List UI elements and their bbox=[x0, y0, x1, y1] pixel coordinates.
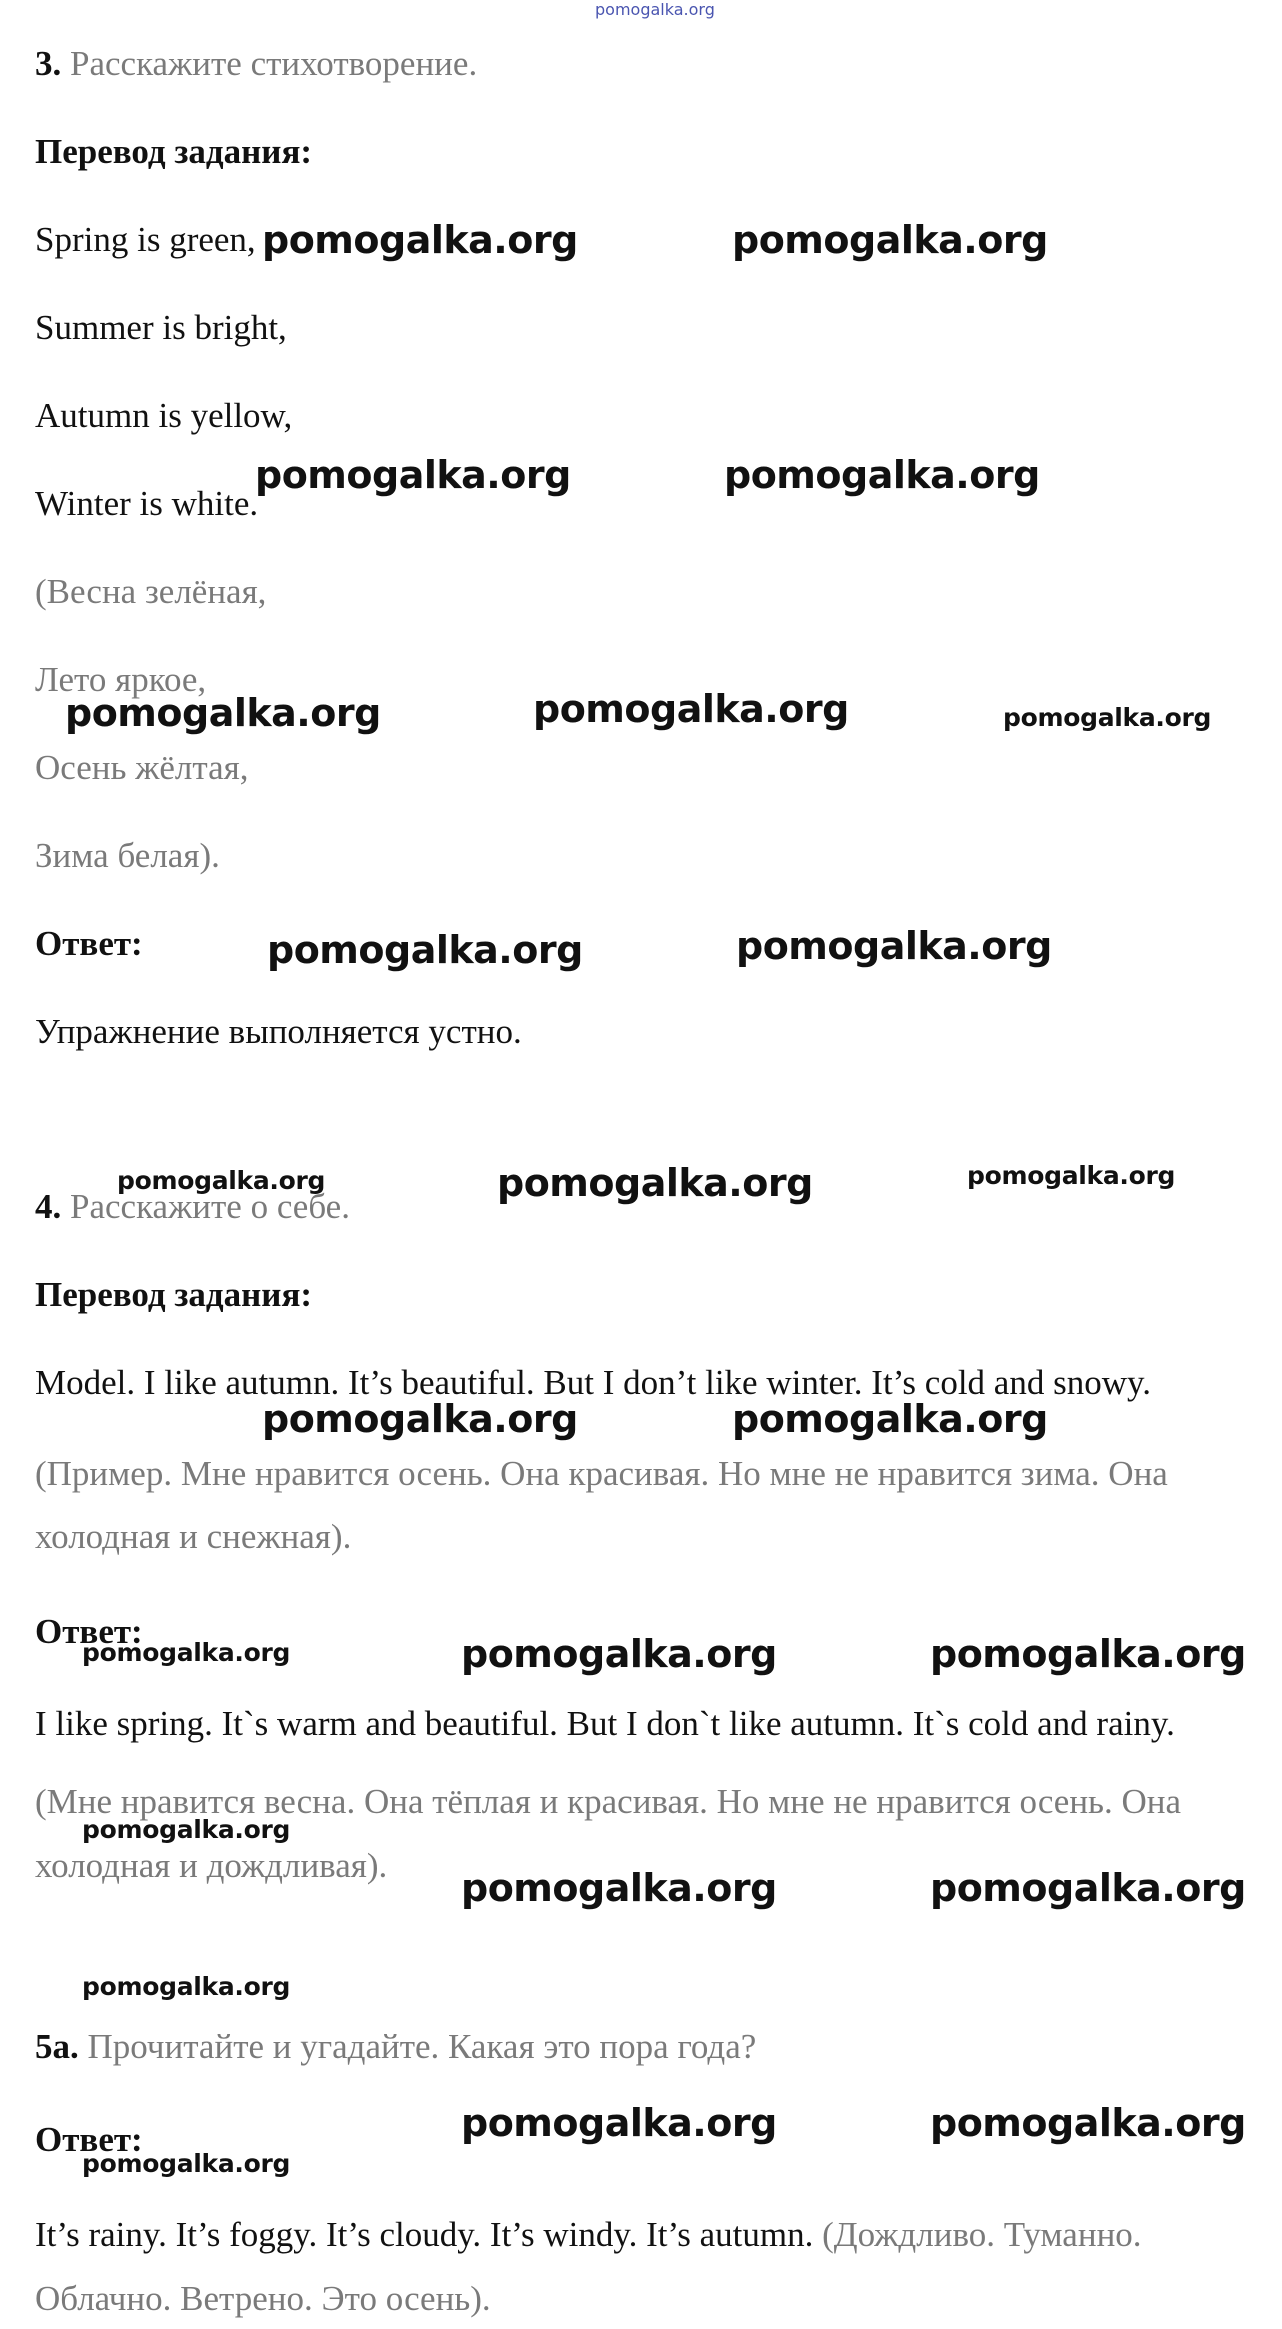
ex3-title bbox=[35, 42, 477, 86]
ex4-number: 4. bbox=[35, 1187, 62, 1226]
watermark: pomogalka.org bbox=[533, 687, 849, 731]
watermark: pomogalka.org bbox=[82, 1972, 291, 2001]
ex3-answer-heading: Ответ: bbox=[35, 924, 143, 963]
watermark: pomogalka.org bbox=[65, 691, 381, 735]
ex5a-instruction: Прочитайте и угадайте. Какая это пора года? bbox=[87, 2027, 757, 2066]
watermark: pomogalka.org bbox=[930, 2101, 1246, 2145]
ex3-poem-en-4: Winter is white. bbox=[35, 484, 259, 523]
watermark: pomogalka.org bbox=[1003, 703, 1212, 732]
ex3-translation-heading: Перевод задания: bbox=[35, 132, 313, 171]
ex3-number: 3. bbox=[35, 44, 62, 83]
watermark: pomogalka.org bbox=[267, 928, 583, 972]
ex4-answer-en: I like spring. It`s warm and beautiful. But I don`t like autumn. It`s cold and rainy. bbox=[35, 1704, 1175, 1743]
watermark: pomogalka.org bbox=[262, 1397, 578, 1441]
ex4-instruction: Расскажите о себе. bbox=[70, 1187, 350, 1226]
watermark: pomogalka.org bbox=[461, 1632, 777, 1676]
ex4-translation-heading: Перевод задания: bbox=[35, 1275, 313, 1314]
ex5a-answer-heading: Ответ: bbox=[35, 2120, 143, 2159]
watermark: pomogalka.org bbox=[82, 1638, 291, 1667]
ex4-answer-ru-1: (Мне нравится весна. Она тёплая и красивая. Но мне не нравится осень. Она bbox=[35, 1782, 1182, 1821]
watermark: pomogalka.org bbox=[736, 924, 1052, 968]
watermark: pomogalka.org bbox=[967, 1161, 1176, 1190]
ex4-answer-ru-2: холодная и дождливая). bbox=[35, 1846, 388, 1885]
watermark: pomogalka.org bbox=[732, 218, 1048, 262]
ex3-poem-ru-2: Лето яркое, bbox=[35, 660, 207, 699]
ex3-poem-ru-3: Осень жёлтая, bbox=[35, 748, 249, 787]
ex3-answer-text: Упражнение выполняется устно. bbox=[35, 1012, 522, 1051]
ex4-model-ru-2: холодная и снежная). bbox=[35, 1517, 352, 1556]
ex5a-answer-line1 bbox=[35, 2213, 1142, 2257]
watermark: pomogalka.org bbox=[255, 453, 571, 497]
watermark: pomogalka.org bbox=[930, 1632, 1246, 1676]
ex5a-answer-ru-2: Облачно. Ветрено. Это осень). bbox=[35, 2279, 491, 2318]
watermark: pomogalka.org bbox=[82, 2149, 291, 2178]
ex5a-title bbox=[35, 2025, 756, 2069]
ex3-poem-ru-4: Зима белая). bbox=[35, 836, 220, 875]
ex3-poem-en-1: Spring is green, bbox=[35, 220, 256, 259]
ex5a-number: 5a. bbox=[35, 2027, 79, 2066]
ex3-instruction: Расскажите стихотворение. bbox=[70, 44, 478, 83]
watermark: pomogalka.org bbox=[930, 1866, 1246, 1910]
watermark: pomogalka.org bbox=[82, 1815, 291, 1844]
ex3-poem-en-2: Summer is bright, bbox=[35, 308, 287, 347]
watermark: pomogalka.org bbox=[497, 1161, 813, 1205]
site-label: pomogalka.org bbox=[595, 0, 715, 19]
ex5a-answer-en: It’s rainy. It’s foggy. It’s cloudy. It’s windy. It’s autumn. bbox=[35, 2215, 814, 2254]
ex4-model-ru-1: (Пример. Мне нравится осень. Она красивая. Но мне не нравится зима. Она bbox=[35, 1454, 1168, 1493]
watermark: pomogalka.org bbox=[732, 1397, 1048, 1441]
watermark: pomogalka.org bbox=[724, 453, 1040, 497]
watermark: pomogalka.org bbox=[117, 1166, 326, 1195]
ex3-poem-ru-1: (Весна зелёная, bbox=[35, 572, 267, 611]
ex3-poem-en-3: Autumn is yellow, bbox=[35, 396, 293, 435]
watermark: pomogalka.org bbox=[461, 1866, 777, 1910]
watermark: pomogalka.org bbox=[262, 218, 578, 262]
ex4-answer-heading: Ответ: bbox=[35, 1612, 143, 1651]
watermark: pomogalka.org bbox=[461, 2101, 777, 2145]
ex4-model-en: Model. I like autumn. It’s beautiful. But I don’t like winter. It’s cold and snowy. bbox=[35, 1363, 1151, 1402]
ex5a-answer-ru-part: (Дождливо. Туманно. bbox=[822, 2215, 1142, 2254]
